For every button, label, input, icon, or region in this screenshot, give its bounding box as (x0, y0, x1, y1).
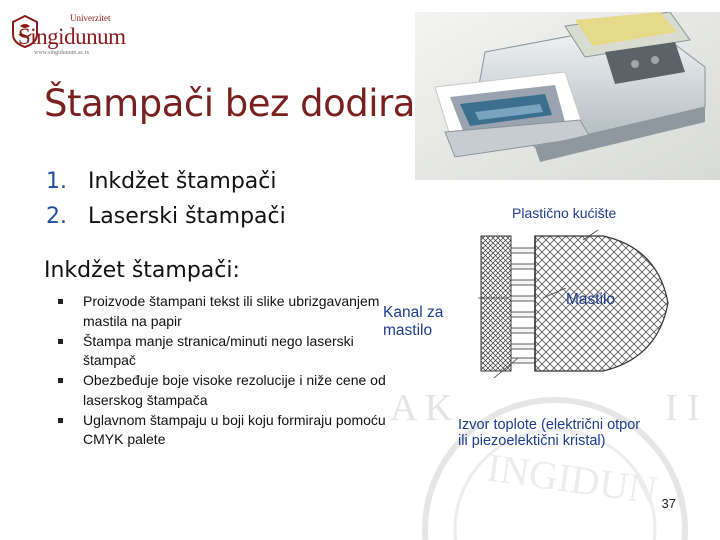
bullet-marker-icon (58, 418, 63, 423)
list-item (46, 164, 286, 199)
heat-source-label (458, 417, 640, 449)
slide-title: Štampači bez dodira (44, 82, 415, 125)
bullet-marker-icon (58, 378, 63, 383)
bullet-item (58, 411, 398, 450)
bullet-marker-icon (58, 339, 63, 344)
printer-image (415, 12, 720, 180)
svg-text:INGIDUN: INGIDUN (484, 444, 661, 513)
bullet-text: Uglavnom štampaju u boji koju formiraju pomoću CMYK palete (83, 411, 386, 447)
ink-channel-label-line1: Kanal za (383, 304, 444, 321)
university-seal-watermark (380, 380, 720, 540)
bullet-text: Proizvode štampani tekst ili slike ubrizgavanjem mastila na papir (83, 293, 380, 329)
bullet-marker-icon (58, 299, 63, 304)
bullet-item (58, 292, 398, 331)
svg-text:A K: A K (390, 387, 453, 429)
logo-main-text: Singidunum (18, 24, 126, 49)
list-number: 1. (46, 169, 67, 194)
heat-source-label-line2: ili piezoelektični kristal) (458, 433, 606, 449)
list-text: Inkdžet štampači (88, 169, 277, 194)
bullet-text: Obezbeđuje boje visoke rezolucije i niže cene od laserskog štampača (83, 372, 386, 408)
housing-label: Plastično kućište (512, 205, 617, 221)
list-text: Laserski štampači (88, 204, 286, 229)
section-subheading: Inkdžet štampači: (44, 258, 240, 283)
university-logo (10, 12, 126, 60)
printer-type-list (46, 164, 286, 234)
logo-url-text: www.singidunum.ac.rs (34, 50, 90, 56)
bullet-item (58, 332, 398, 371)
list-number: 2. (46, 204, 67, 229)
svg-text:I I: I I (665, 387, 700, 429)
bullet-item (58, 371, 398, 410)
slide-number: 37 (661, 496, 676, 511)
ink-channel-label (383, 304, 443, 340)
logo-top-text: Univerzitet (70, 13, 111, 23)
list-item (46, 199, 286, 234)
bullet-text: Štampa manje stranica/minuti nego laserski štampač (83, 332, 354, 368)
bullet-list (58, 292, 398, 450)
ink-channel-label-line2: mastilo (383, 322, 433, 339)
ink-label: Mastilo (566, 291, 616, 308)
heat-source-label-line1: Izvor toplote (električni otpor (458, 417, 641, 433)
